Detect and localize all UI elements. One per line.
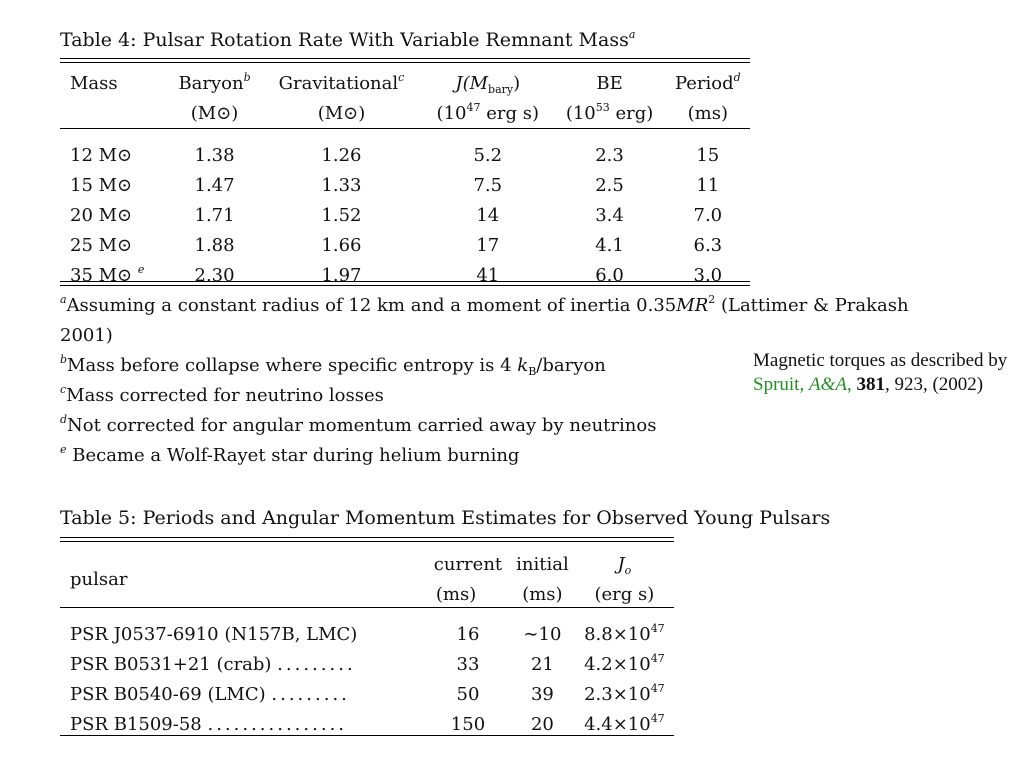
table5-caption: Table 5: Periods and Angular Momentum Estimates for Observed Young Pulsars [60,507,831,529]
table5 [60,549,674,739]
col-current-unit: (ms) [435,583,477,605]
col-j-unit: ($10^{47}$ erg s) [436,100,539,124]
col-jo-header: $J_o$ [617,553,632,577]
footnote-a: $^a$Assuming a constant radius of 12 km and a moment of inertia $0.35MR^2$ (Lattimer & Prakash [60,293,909,316]
table4-unit-row [60,98,750,128]
col-period-header: Period$^d$ [674,70,741,94]
col-current-header: current [433,553,503,575]
col-baryon-unit: (M⊙) [190,102,239,124]
side-note-magnetic-torques: Magnetic torques as described by Spruit, A&A, 381, 923, (2002) [753,350,1008,395]
footnote-e: $^e$ Became a Wolf-Rayet star during helium burning [60,443,520,466]
col-j-header: $J(M_{bary})$ [455,72,521,96]
table-row: PSR B0540-69 (LMC) ......... 50 39 $2.3\times 10^{47}$ [70,681,665,705]
table-row: 15 M⊙ 1.47 1.33 7.5 2.5 11 [70,174,720,196]
table-row: PSR B1509-58 ................ 150 20 $4.4\times 10^{47}$ [70,711,665,735]
col-jo-unit: (erg s) [594,583,655,605]
footnote-d: $^d$Not corrected for angular momentum carried away by neutrinos [60,413,657,436]
table-row: 35 M⊙ $^e$ 2.30 1.97 41 6.0 3.0 [70,262,723,286]
citation-link[interactable]: Spruit, A&A, [753,374,852,395]
table4-caption: Table 4: Pulsar Rotation Rate With Variable Remnant Mass$^a$ [60,28,636,51]
table-row: 20 M⊙ 1.71 1.52 14 3.4 7.0 [70,204,723,226]
col-grav-header: Gravitational$^c$ [278,70,405,94]
table-row: PSR J0537-6910 (N157B, LMC) 16 ∼10 $8.8\times 10^{47}$ [70,621,665,645]
col-period-unit: (ms) [687,102,728,124]
col-initial-header: initial [516,553,569,575]
table4-header-row [60,68,750,98]
footnote-c: $^c$Mass corrected for neutrino losses [60,383,384,406]
col-be-header: BE [596,72,623,94]
col-grav-unit: (M⊙) [317,102,366,124]
col-initial-unit: (ms) [522,583,563,605]
table-row: 25 M⊙ 1.88 1.66 17 4.1 6.3 [70,234,723,256]
table4-top-rule-2 [60,62,750,63]
table4-top-rule [60,58,750,59]
footnote-a-cont: 2001) [60,325,113,346]
table5-header-row [60,549,674,579]
footnote-b: $^b$Mass before collapse where specific entropy is 4 $k_B$/baryon [60,353,606,378]
table-row: 12 M⊙ 1.38 1.26 5.2 2.3 15 [70,144,720,166]
table-row: PSR B0531+21 (crab) ......... 33 21 $4.2\times 10^{47}$ [70,651,665,675]
col-mass-header: Mass [70,72,118,94]
table5-top-rule [60,537,674,538]
table5-top-rule-2 [60,541,674,542]
col-be-unit: ($10^{53}$ erg) [565,100,654,124]
col-baryon-header: Baryon$^b$ [178,70,251,94]
col-pulsar-header: pulsar [70,568,128,590]
table4 [60,68,750,290]
